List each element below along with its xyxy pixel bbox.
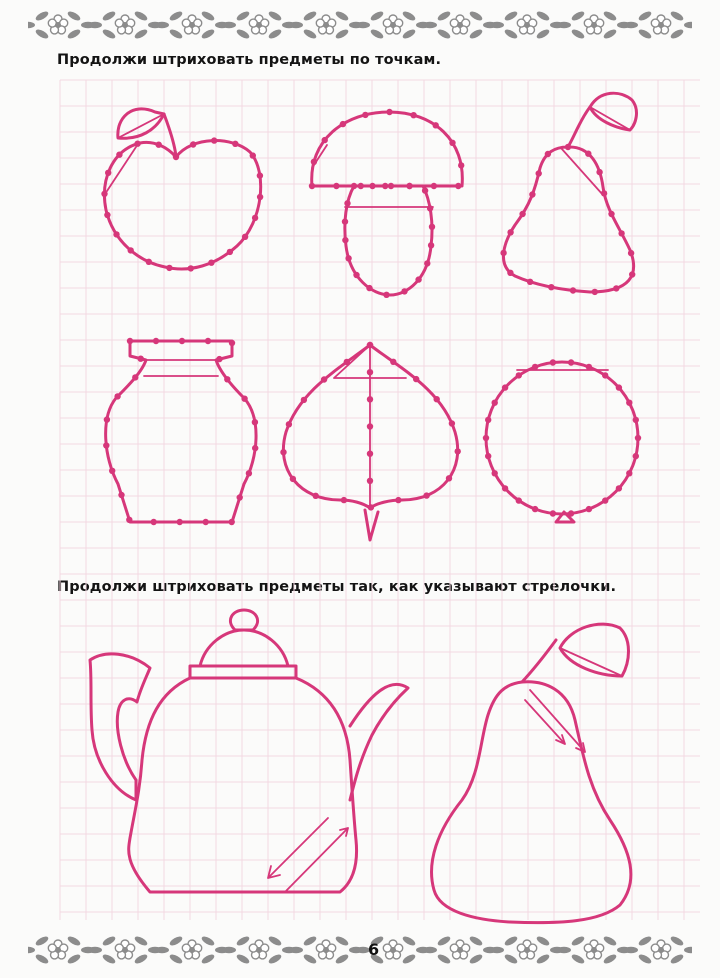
balloon-dots [483,359,641,516]
hatch-dot [216,356,222,362]
hatch-dot [422,187,428,193]
hatch-dot [116,152,122,158]
hatch-dot [367,423,373,429]
hatch-dot [309,183,315,189]
hatch-dot [188,265,194,271]
hatch-dot [224,376,230,382]
hatch-dot [151,519,157,525]
hatch-dot [250,152,256,158]
pear-outline [503,147,633,292]
hatch-dot [455,183,461,189]
hatch-dot [507,229,513,235]
hatch-dot [358,183,364,189]
hatch-dot [602,372,608,378]
hatch-dot [368,504,374,510]
hatch-dot [126,517,132,523]
hatch-dot [507,270,513,276]
hatch-dot [190,141,196,147]
mushroom-cap [312,112,463,186]
hatch-dot [601,190,607,196]
hatch-dot [342,218,348,224]
hatch-dot [502,384,508,390]
hatch-dot [483,435,489,441]
hatch-dot [427,205,433,211]
hatch-dot [229,519,235,525]
mushroom-figure [309,109,465,298]
hatch-dot [433,122,439,128]
hatch-dot [550,510,556,516]
hatch-dot [500,250,506,256]
hatch-dot [105,170,111,176]
hatch-dot [586,364,592,370]
hatch-dot [104,416,110,422]
hatch-dot [529,191,535,197]
hatch-dot [629,271,635,277]
hatch-dot [344,200,350,206]
hatch-dot [415,276,421,282]
hatch-dot [127,338,133,344]
hatch-dot [257,194,263,200]
hatch-dot [633,453,639,459]
hatch-dot [153,338,159,344]
hatch-dot [608,211,614,217]
balloon-outline [486,362,638,514]
hatch-dot [516,497,522,503]
leaf-figure [280,342,461,540]
hatch-dot [568,510,574,516]
hatch-dot [340,121,346,127]
hatch-dot [502,485,508,491]
hatch-dot [516,372,522,378]
hatch-dot [109,468,115,474]
hatch-dot [548,284,554,290]
hatch-dot [241,396,247,402]
hatch-dot [592,289,598,295]
hatch-dot [413,376,419,382]
hatch-dot [280,449,286,455]
hatch-dot [286,421,292,427]
hatch-dot [173,154,179,160]
pear-dotted-figure [500,93,636,295]
hatch-dot [532,364,538,370]
hatch-dot [570,287,576,293]
teapot-lid-knob [230,610,257,630]
hatch-dot [252,445,258,451]
page-number: 6 [368,940,380,959]
hatch-dot [366,285,372,291]
hatch-dot [401,288,407,294]
hatch-dot [485,417,491,423]
hatch-dot [410,112,416,118]
hatch-dot [602,497,608,503]
hatch-dot [618,230,624,236]
hatch-dot [252,419,258,425]
hatch-dot [455,448,461,454]
hatch-dot [166,265,172,271]
pear-stem [568,107,590,147]
hatch-dot [626,400,632,406]
hatch-dot [132,374,138,380]
hatch-dot [390,359,396,365]
hatch-dot [211,137,217,143]
hatch-dot [367,369,373,375]
hatch-dot [118,492,124,498]
hatch-dot [386,109,392,115]
hatch-dot [431,183,437,189]
hatch-dot [545,151,551,157]
hatch-dot [429,224,435,230]
balloon-figure [483,359,641,522]
apple-figure [101,109,263,272]
hatch-dot [146,259,152,265]
hatch-dot [449,420,455,426]
hatch-dot [232,141,238,147]
hatch-dot [492,400,498,406]
hatch-dot [104,212,110,218]
hatch-dot [449,140,455,146]
hatch-dot [290,476,296,482]
hatch-dot [114,393,120,399]
hatch-dot [229,340,235,346]
hatch-dot [492,470,498,476]
hatch-dot [252,215,258,221]
hatch-dot [635,435,641,441]
teapot-spout [350,684,408,800]
hatch-dot [203,519,209,525]
hatch-dot [237,494,243,500]
hatch-dot [362,112,368,118]
teapot-lid [200,630,288,666]
hatch-dot [383,292,389,298]
hatch-dot [434,396,440,402]
hatch-dot [227,249,233,255]
hatch-dot [367,478,373,484]
hatch-dot [424,260,430,266]
hatch-dot [616,384,622,390]
hatch-dot [628,250,634,256]
instruction-arrow-hatching: Продолжи штриховать предметы так, как указывают стрелочки. [57,579,617,595]
hatch-dot [596,169,602,175]
pear2-leaf [560,624,629,676]
hatch-dot [205,338,211,344]
hatch-dot [633,417,639,423]
hatch-dot [128,247,134,253]
hatch-dot [458,162,464,168]
hatch-dot [344,359,350,365]
hatch-dot [101,191,107,197]
hatch-dot [257,172,263,178]
hatch-dot [613,285,619,291]
pear-leaf-vein [590,107,630,130]
mushroom-dots [309,109,465,298]
hatch-dot [585,151,591,157]
instruction-dotted-hatching: Продолжи штриховать предметы по точкам. [57,52,442,68]
hatch-dot [242,234,248,240]
hatch-dot [208,260,214,266]
hatch-dot [536,170,542,176]
hatch-dot [519,211,525,217]
hatch-dot [616,485,622,491]
hatch-dot [333,183,339,189]
hatch-dot [321,376,327,382]
hatch-dot [367,396,373,402]
hatch-dot [156,142,162,148]
pear2-outline [432,682,631,923]
hatch-dot [322,137,328,143]
hatch-dot [179,338,185,344]
hatch-dot [568,359,574,365]
hatch-dot [353,272,359,278]
pear2-stem [522,640,556,682]
hatch-dot [103,442,109,448]
teapot-arrow-2 [268,818,328,878]
hatch-dot [382,183,388,189]
hatch-dot [345,255,351,261]
pear-arrow-figure [432,624,631,923]
hatch-dot [550,359,556,365]
hatch-dot [301,397,307,403]
hatch-dot [342,237,348,243]
hatch-dot [532,506,538,512]
hatch-dot [565,144,571,150]
hatch-dot [367,451,373,457]
hatch-dot [134,141,140,147]
hatch-dot [246,470,252,476]
hatch-dot [395,497,401,503]
hatch-dot [341,497,347,503]
hatch-dot [485,453,491,459]
hatch-dot [367,342,373,348]
hatch-dot [138,356,144,362]
hatch-dot [369,183,375,189]
hatch-dot [428,242,434,248]
hatch-dot [313,493,319,499]
teapot-lid-rim [190,666,296,678]
hatch-dot [177,519,183,525]
hatch-dot [626,470,632,476]
hatch-dot [527,279,533,285]
hatch-dot [406,183,412,189]
hatch-dot [388,183,394,189]
hatch-dot [351,183,357,189]
hatch-dot [311,159,317,165]
hatch-dot [113,231,119,237]
hatch-dot [423,492,429,498]
hatch-dot [586,506,592,512]
hatch-dot [446,475,452,481]
vase-outline [106,341,256,522]
